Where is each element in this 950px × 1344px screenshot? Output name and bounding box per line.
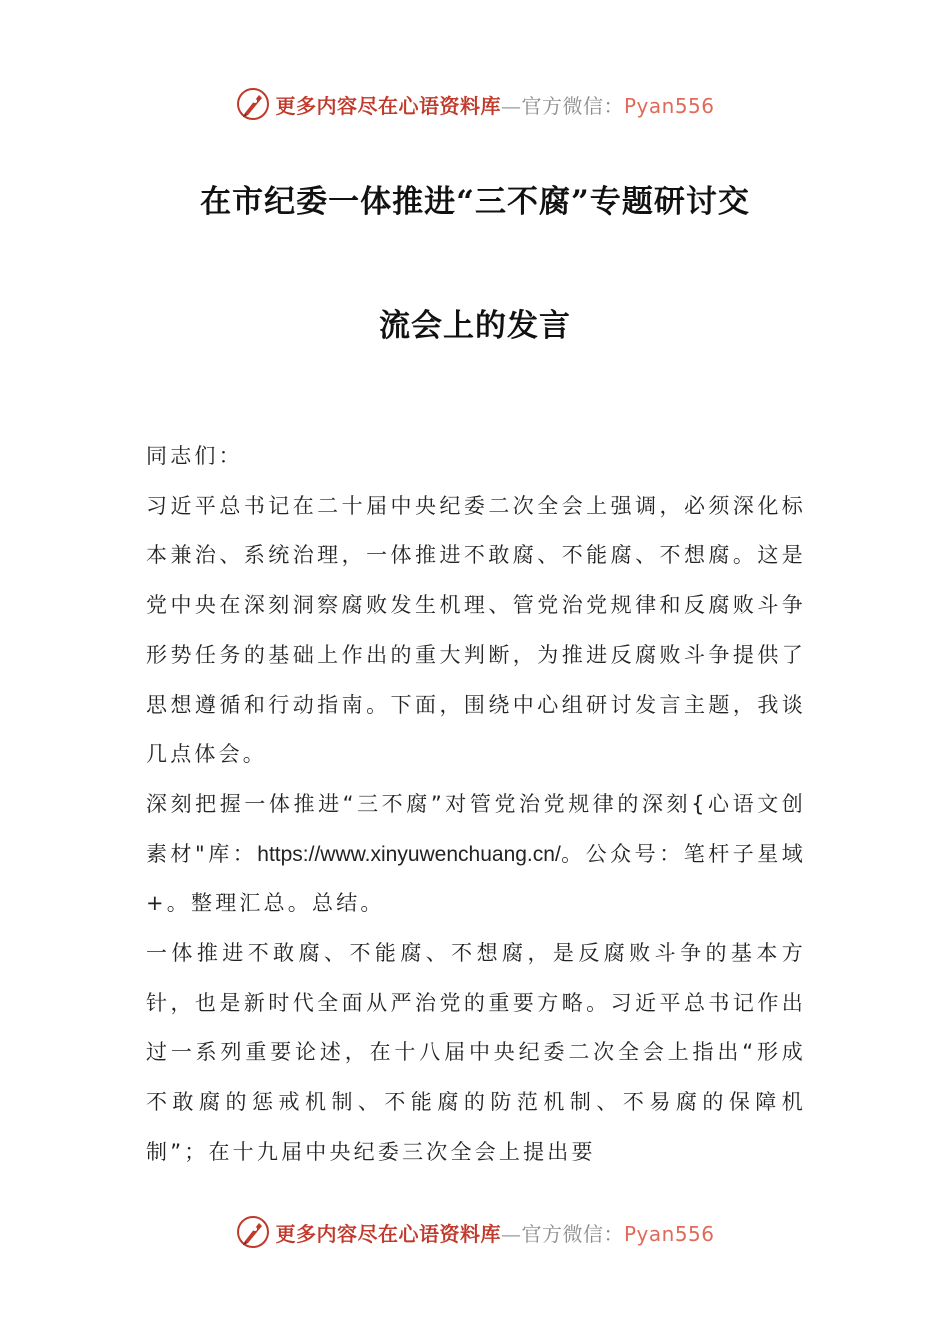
header-banner <box>0 84 950 124</box>
banner-dash: — <box>500 1221 522 1246</box>
banner-official-label: 官方微信： <box>521 93 624 118</box>
document-title-line-2: 流会上的发言 <box>379 308 571 344</box>
banner-text <box>275 1218 714 1247</box>
source-url: https://www.xinyuwenchuang.cn/ <box>257 842 561 866</box>
banner-main-text: 更多内容尽在心语资料库 <box>275 93 501 118</box>
banner-wechat-id: Pyan556 <box>623 1221 715 1246</box>
banner-official-label: 官方微信： <box>521 1221 624 1246</box>
paragraph-1: 习近平总书记在二十届中央纪委二次全会上强调，必须深化标本兼治、系统治理，一体推进不敢腐、不能腐、不想腐。这是党中央在深刻洞察腐败发生机理、管党治党规律和反腐败斗争形势任务的基础上作出的重大判断，为推进反腐败斗争提供了思想遵循和行动指南。下面，围绕中心组研讨发言主题，我谈几点体会。 <box>146 493 806 767</box>
pen-logo-icon <box>235 1214 271 1250</box>
banner-dash: — <box>500 93 522 118</box>
document-body <box>146 432 806 1178</box>
paragraph-2-text-a: 深刻把握一体推进“三不腐”对管党治党规律的深刻{心语文创素材"库： <box>146 791 806 866</box>
pen-logo-icon <box>235 86 271 122</box>
footer-banner <box>0 1212 950 1252</box>
banner-main-text: 更多内容尽在心语资料库 <box>275 1221 501 1246</box>
banner-text <box>275 90 714 119</box>
paragraph-3: 一体推进不敢腐、不能腐、不想腐，是反腐败斗争的基本方针，也是新时代全面从严治党的重要方略。习近平总书记作出过一系列重要论述，在十八届中央纪委二次全会上指出“形成不敢腐的惩戒机制、不能腐的防范机制、不易腐的保障机制”；在十九届中央纪委三次全会上提出要 <box>146 941 806 1164</box>
paragraph-2-text-b: 。公众号：笔杆子星域+。整理汇总。总结。 <box>146 841 806 916</box>
banner-wechat-id: Pyan556 <box>623 93 715 118</box>
document-title-line-1: 在市纪委一体推进“三不腐”专题研讨交 <box>200 184 750 220</box>
paragraph-2 <box>146 780 806 929</box>
salutation: 同志们： <box>146 444 243 468</box>
